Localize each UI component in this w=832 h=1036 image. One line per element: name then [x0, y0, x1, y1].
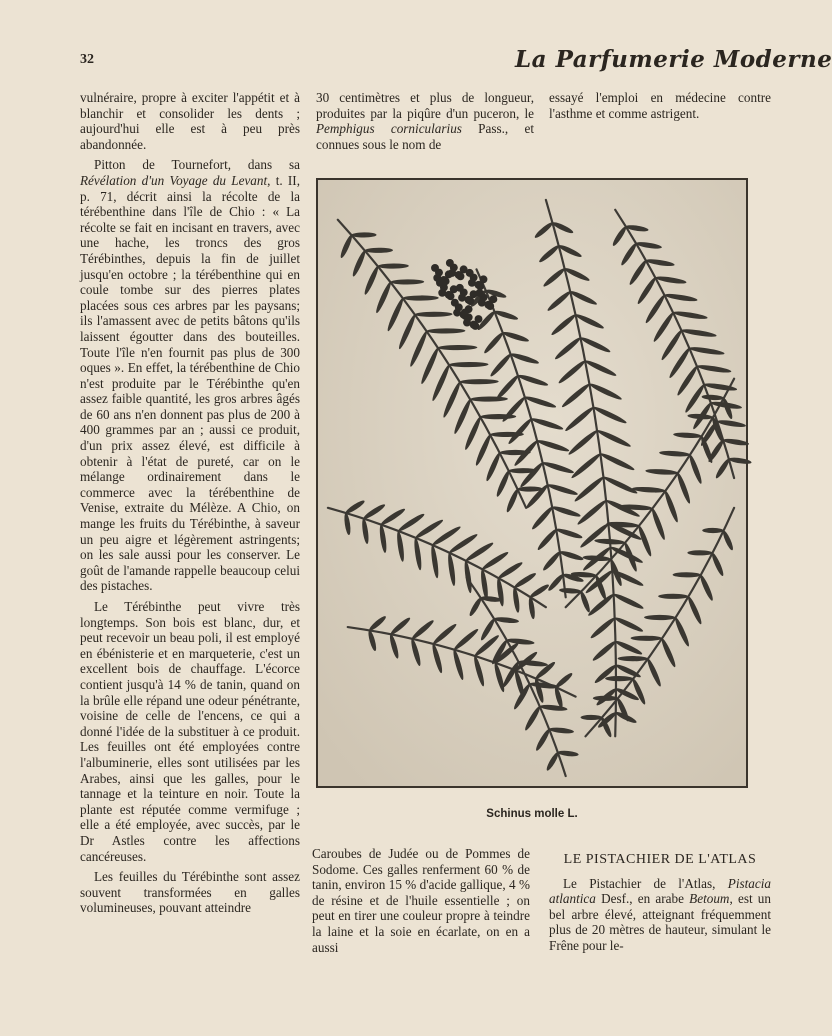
galles-text-end: Pass., et connues sous le nom de — [316, 121, 534, 152]
berry — [445, 291, 453, 299]
paragraph-tournefort — [80, 157, 300, 594]
tournefort-text-start: Pitton de Tournefort, dans sa — [94, 157, 300, 173]
schinus-molle-photograph — [316, 178, 748, 788]
article-column-right-bottom — [549, 852, 771, 954]
berry — [440, 276, 448, 284]
page-number: 32 — [80, 52, 94, 67]
section-heading-pistachier: LE PISTACHIER DE L'ATLAS — [563, 852, 757, 867]
paragraph-asthme: essayé l'emploi en médecine contre l'asthme et comme astrigent. — [549, 90, 771, 121]
species-pistacia: Pistacia atlantica — [549, 875, 771, 907]
paragraph-galles-continued — [316, 90, 534, 152]
berry — [461, 309, 469, 317]
journal-masthead: La Parfumerie Moderne — [515, 46, 832, 73]
berry — [476, 289, 484, 297]
article-column-middle-top — [316, 90, 534, 152]
book-title: Révélation d'un Voyage du Levant — [80, 172, 268, 188]
pistachier-text-start: Le Pistachier de l'Atlas, — [563, 875, 728, 891]
pistachier-text-end: , est un bel arbre élevé, atteignant fréquemment plus de 20 mètres de hauteur, simulant le Frêne pour le- — [549, 891, 771, 953]
figure-caption: Schinus molle L. — [486, 808, 578, 820]
berry — [484, 301, 492, 309]
paragraph-terebinthe-longevity: Le Térébinthe peut vivre très longtemps. Son bois est blanc, dur, et peut recevoir un beau poli, il est employé en ébénisterie et en marqueterie, c'est un excellent bois de chauffage. L'écorce contient jusqu'à 14 % de tanin, quand on la brûle elle répand une odeur pénétrante, voisine de celle de l'encens, ce qui a donné l'idée de la substituer à ce produit. Les feuilles ont été employées contre l'albuminerie, elles sont utilisées par les Arabes, ainsi que les galles, pour le tannage et la teinture en noir. Toute la plante est réputée comme vermifuge ; elle a été employée, avec succès, par le Dr Astles contre les affections cancéreuses. — [80, 599, 300, 864]
paragraph-pistachier — [549, 876, 771, 954]
arabic-name: Betoum — [689, 891, 730, 907]
berry — [470, 321, 478, 329]
pistachier-text-mid: Desf., en arabe — [595, 891, 690, 907]
berry — [451, 299, 459, 307]
article-column-left — [80, 90, 300, 916]
berry — [431, 264, 439, 272]
berry — [466, 269, 474, 277]
berry — [446, 259, 454, 267]
article-column-middle-bottom — [312, 846, 530, 955]
berry — [455, 271, 463, 279]
tournefort-text-rest: , t. II, p. 71, décrit ainsi la récolte de la térébenthine dans l'île de Chio : « La récolte se fait en incisant en travers, avec une hache, les troncs des gros Térébinthes, depuis la fin de juillet jusqu'en octobre ; la térébenthine qui en coule tombe sur des pierres plates placées sous ces arbres par les paysans; ils l'amassent avec de petits bâtons qu'ils laissent égoutter dans des bouteilles. Toute l'île n'en fournit pas plus de 300 oques ». En effet, la térébenthine de Chio n'est produite par le Térébinthe qu'en assez faible quantité, les gros arbres âgés de 60 ans n'en donnent pas plus de 200 à 400 grammes par an ; aussi ce produit, d'un prix assez élevé, est difficile à obtenir à l'état de pureté, car on le mélange ordinairement dans le commerce avec la térébenthine de Venise, extraite du Mélèze. A Chio, on mange les fruits du Térébinthe, à saveur un peu aigre et légèrement astringents; on les sale aussi pour les conserver. Le goût de l'amande rappelle beaucoup celui des pistaches. — [80, 172, 300, 594]
berry — [475, 281, 483, 289]
article-column-right-top — [549, 90, 771, 121]
paragraph-vulneraire: vulnéraire, propre à exciter l'appétit et à blanchir et consolider les dents ; aujourd'hui elle est à peu près abandonnée. — [80, 90, 300, 152]
paragraph-caroubes: Caroubes de Judée ou de Pommes de Sodome. Ces galles renferment 60 % de tanin, environ 15 % d'acide gallique, 4 % de résine et de l'huile essentielle ; on peut en tirer une couleur propre à teindre la laine et la soie en écarlate, on en a aussi — [312, 846, 530, 955]
fern-branch-illustration — [318, 180, 746, 786]
galles-text-start: 30 centimètres et plus de longueur, produites par la piqûre d'un puceron, le — [316, 90, 534, 121]
berry — [465, 296, 473, 304]
paragraph-galles: Les feuilles du Térébinthe sont assez souvent transformées en galles volumineuses, pouvant atteindre — [80, 869, 300, 916]
species-pemphigus: Pemphigus cornicularius — [316, 121, 462, 137]
